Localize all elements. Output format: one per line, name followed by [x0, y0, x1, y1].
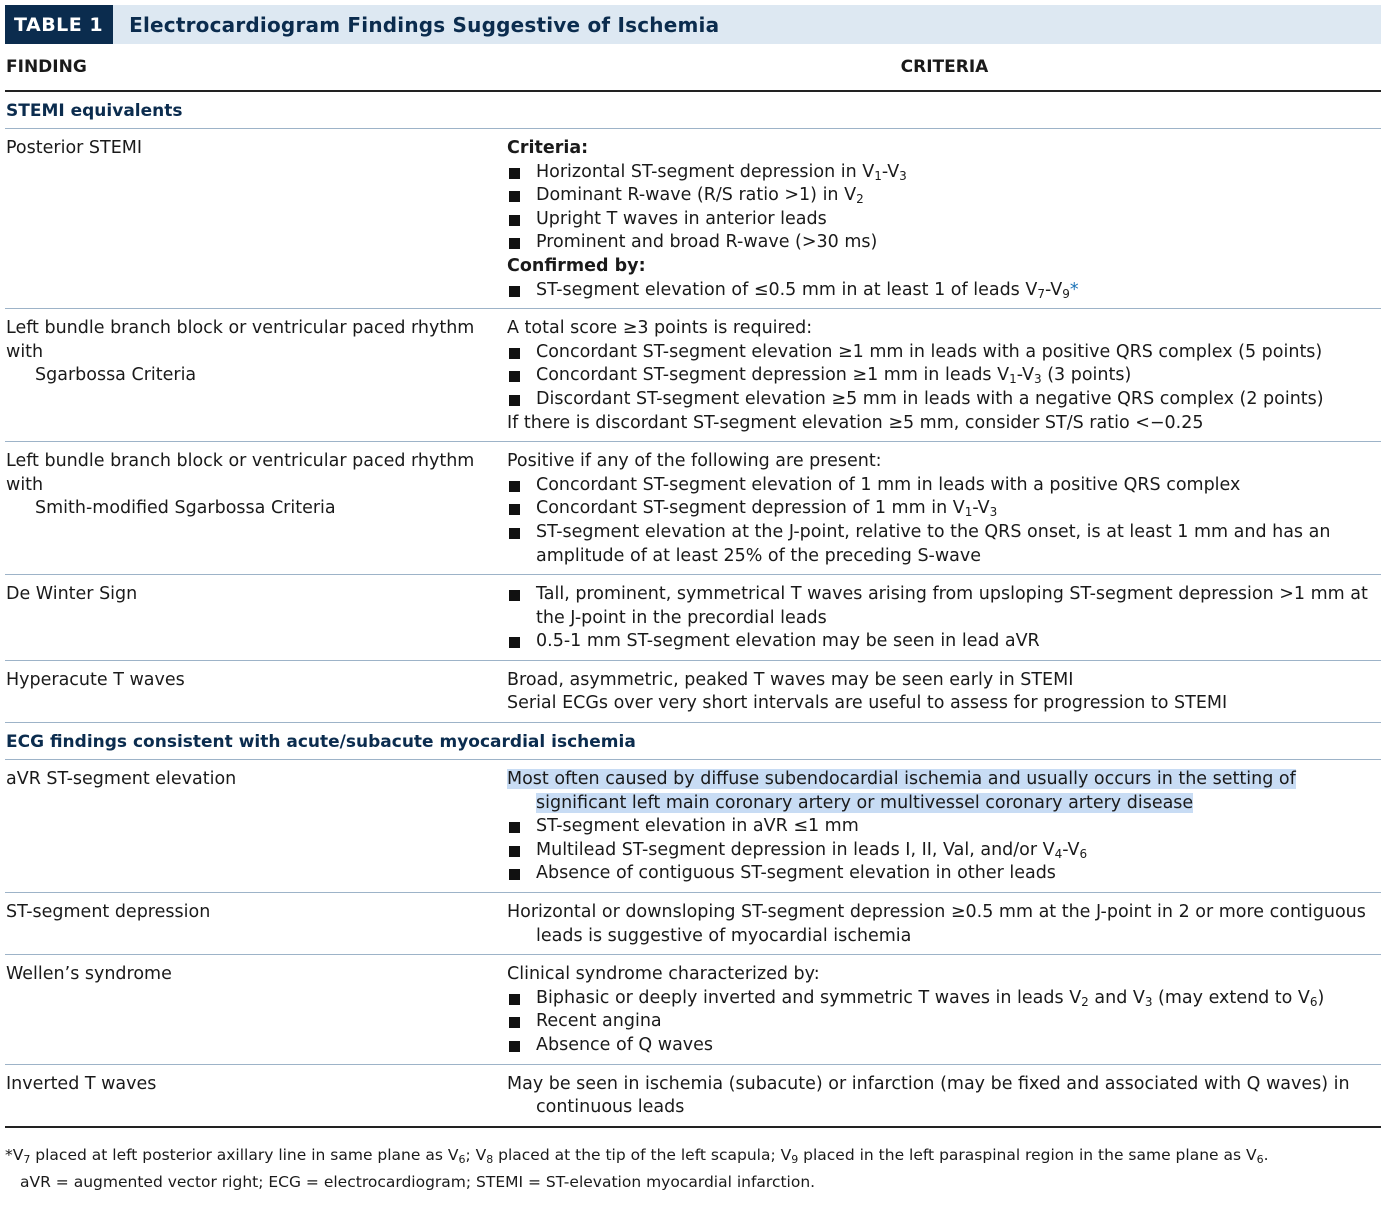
list-item: Upright T waves in anterior leads: [507, 208, 1381, 232]
list-item: Absence of Q waves: [507, 1034, 1381, 1058]
table-row: [5, 661, 1381, 723]
table-row: [5, 129, 1381, 309]
criteria-cell: [507, 317, 1381, 435]
criteria-text: Serial ECGs over very short intervals are useful to assess for progression to STEMI: [507, 693, 1228, 714]
table-row: [5, 1065, 1381, 1128]
footnote-abbreviations: aVR = augmented vector right; ECG = electrocardiogram; STEMI = ST-elevation myocardial infarction.: [20, 1172, 816, 1191]
table-number-tag: TABLE 1: [5, 5, 113, 44]
finding-cell: Left bundle branch block or ventricular paced rhythm with Smith-modified Sgarbossa Criteria: [6, 451, 475, 519]
list-item: ST-segment elevation at the J-point, relative to the QRS onset, is at least 1 mm and has an amplitude of at least 25% of the preceding S-wave: [507, 521, 1381, 568]
criteria-cell: [507, 583, 1381, 654]
column-headers: [5, 44, 1381, 92]
finding-cell: Posterior STEMI: [6, 138, 143, 158]
section-heading-stemi-equivalents: STEMI equivalents: [5, 92, 1381, 129]
list-item: Horizontal ST-segment depression in $V_1-V_3$: [507, 161, 1381, 185]
finding-cell: Wellen’s syndrome: [6, 964, 172, 985]
criteria-cell: [507, 768, 1381, 886]
finding-cell: Inverted T waves: [6, 1073, 157, 1094]
table-document: [5, 5, 1381, 1196]
criteria-intro: Positive if any of the following are present:: [507, 451, 882, 472]
list-item: Biphasic or deeply inverted and symmetric T waves in leads $V_2$ and $V_3$ (may extend to $V_6$): [507, 987, 1381, 1011]
table-row: [5, 760, 1381, 893]
criteria-label: Criteria:: [507, 138, 589, 158]
footnote-marker[interactable]: *: [1069, 279, 1079, 300]
list-item: Concordant ST-segment depression ≥1 mm in leads $V_1-V_3$ (3 points): [507, 364, 1381, 388]
list-item: Concordant ST-segment elevation ≥1 mm in leads with a positive QRS complex (5 points): [507, 341, 1381, 365]
criteria-cell: [507, 450, 1381, 568]
finding-cell: Hyperacute T waves: [6, 669, 185, 690]
table-row: [5, 309, 1381, 442]
list-item: Multilead ST-segment depression in leads I, II, Val, and/or $V_4-V_6$: [507, 839, 1381, 863]
finding-cell: De Winter Sign: [6, 584, 138, 605]
list-item: Concordant ST-segment elevation of 1 mm in leads with a positive QRS complex: [507, 474, 1381, 498]
list-item: ST-segment elevation in aVR ≤1 mm: [507, 815, 1381, 839]
text-selection-highlight[interactable]: Most often caused by diffuse subendocardial ischemia and usually occurs in the setting of significant left main coronary artery or multivessel coronary artery disease: [507, 769, 1296, 813]
table-row: [5, 955, 1381, 1064]
section-heading-acute-ischemia: ECG findings consistent with acute/subacute myocardial ischemia: [5, 723, 1381, 760]
list-item: Tall, prominent, symmetrical T waves arising from upsloping ST-segment depression >1 mm at the J-point in the precordial leads: [507, 583, 1381, 630]
footnote-lead-placement: $*V_7$ placed at left posterior axillary line in same plane as $V_6$; $V_8$ placed at the tip of the left scapula; $V_9$ placed in the left paraspinal region in the same plane as $V_6$.: [5, 1145, 1269, 1166]
list-item: 0.5-1 mm ST-segment elevation may be seen in lead aVR: [507, 630, 1381, 654]
column-header-finding: FINDING: [6, 57, 87, 77]
table-row: [5, 893, 1381, 955]
criteria-cell: [507, 901, 1381, 948]
table-title: Electrocardiogram Findings Suggestive of Ischemia: [129, 12, 720, 37]
criteria-cell: [507, 137, 1381, 302]
list-item: Absence of contiguous ST-segment elevation in other leads: [507, 862, 1381, 886]
criteria-intro: A total score ≥3 points is required:: [507, 318, 813, 339]
criteria-text: Horizontal or downsloping ST-segment depression ≥0.5 mm at the J-point in 2 or more contiguous leads is suggestive of myocardial ischemia: [507, 902, 1366, 946]
table-header: [5, 5, 1381, 44]
list-item: Prominent and broad R-wave (>30 ms): [507, 231, 1381, 255]
criteria-intro-highlighted[interactable]: [507, 768, 1381, 815]
finding-cell: ST-segment depression: [6, 902, 211, 923]
finding-cell: aVR ST-segment elevation: [6, 769, 237, 790]
table-footnotes: [5, 1128, 1381, 1196]
table-row: [5, 575, 1381, 661]
criteria-text: Broad, asymmetric, peaked T waves may be seen early in STEMI: [507, 669, 1074, 690]
list-item: Dominant R-wave (R/S ratio >1) in $V_2$: [507, 184, 1381, 208]
finding-cell: Left bundle branch block or ventricular paced rhythm with Sgarbossa Criteria: [6, 318, 475, 386]
criteria-cell: [507, 1073, 1381, 1120]
list-item: Recent angina: [507, 1010, 1381, 1034]
table-row: [5, 442, 1381, 575]
criteria-cell: [507, 963, 1381, 1057]
criteria-outro: If there is discordant ST-segment elevation ≥5 mm, consider ST/S ratio <−0.25: [507, 412, 1204, 433]
criteria-text: May be seen in ischemia (subacute) or infarction (may be fixed and associated with Q waves) in continuous leads: [507, 1073, 1350, 1118]
confirmed-label: Confirmed by:: [507, 255, 646, 276]
list-item: Discordant ST-segment elevation ≥5 mm in leads with a negative QRS complex (2 points): [507, 388, 1381, 412]
list-item: Concordant ST-segment depression of 1 mm in $V_1-V_3$: [507, 497, 1381, 521]
column-header-criteria: CRITERIA: [900, 57, 989, 77]
criteria-cell: [507, 669, 1381, 716]
criteria-intro: Clinical syndrome characterized by:: [507, 964, 820, 985]
list-item: ST-segment elevation of ≤0.5 mm in at least 1 of leads $V_7-V_9*$: [507, 279, 1381, 303]
